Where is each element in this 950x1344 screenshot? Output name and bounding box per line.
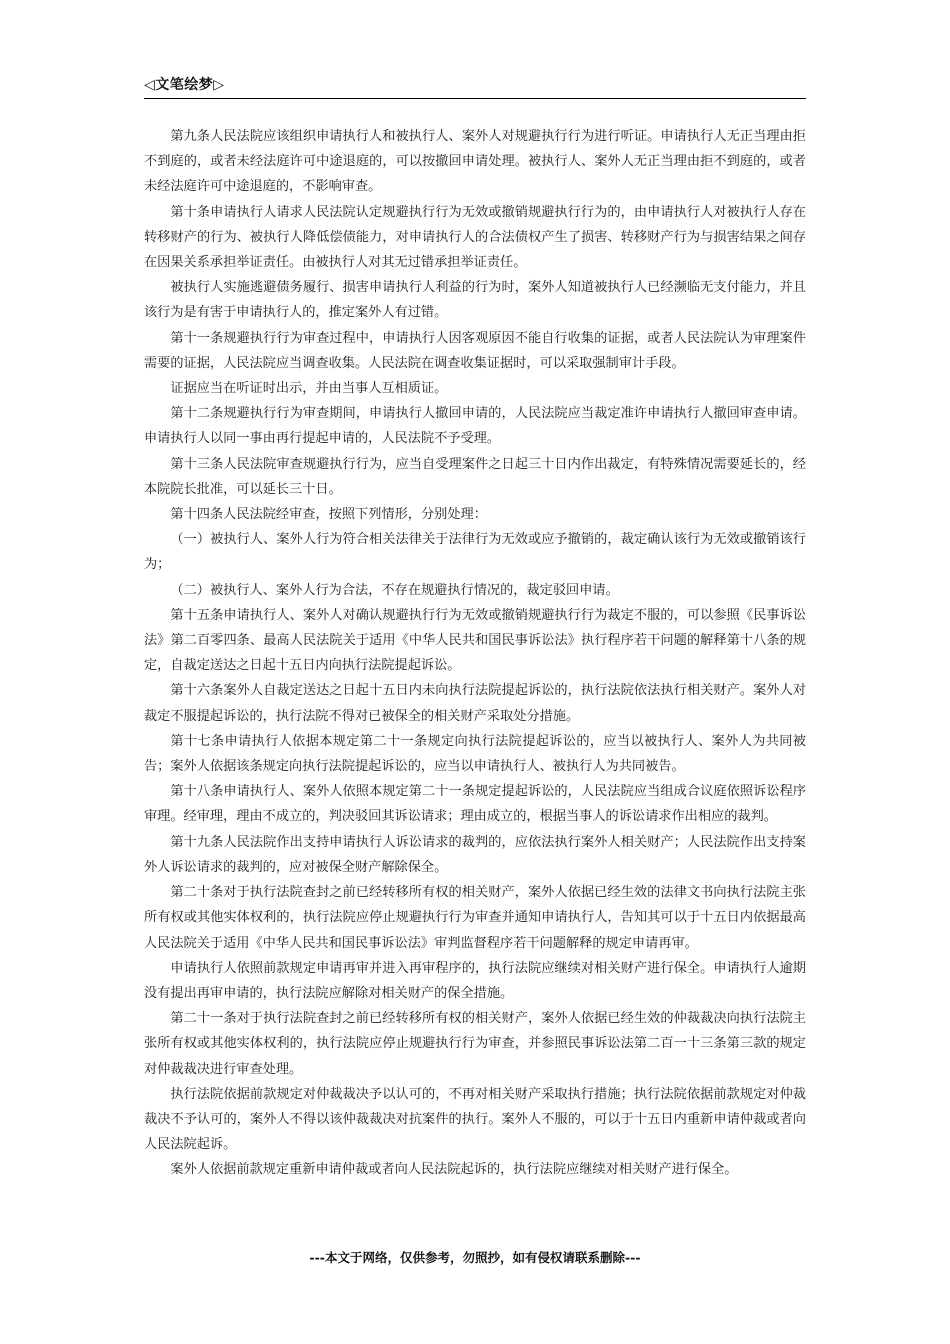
document-body <box>144 124 806 1183</box>
paragraph: 第十三条人民法院审查规避执行行为，应当自受理案件之日起三十日内作出裁定，有特殊情况需要延长的，经本院院长批准，可以延长三十日。 <box>144 456 806 497</box>
paragraph: 第十条申请执行人请求人民法院认定规避执行行为无效或撤销规避执行行为的，由申请执行人对被执行人存在转移财产的行为、被执行人降低偿债能力，对申请执行人的合法债权产生了损害、转移财产行为与损害结果之间存在因果关系承担举证责任。由被执行人对其无过错承担举证责任。 <box>144 204 806 271</box>
paragraph: 第二十条对于执行法院查封之前已经转移所有权的相关财产，案外人依据已经生效的法律文书向执行法院主张所有权或其他实体权利的，执行法院应停止规避执行行为审查并通知申请执行人，告知其可以于十五日内依据最高人民法院关于适用《中华人民共和国民事诉讼法》审判监督程序若干问题解释的规定申请再审。 <box>144 885 806 951</box>
paragraph: 第十七条申请执行人依据本规定第二十一条规定向执行法院提起诉讼的，应当以被执行人、案外人为共同被告；案外人依据该条规定向执行法院提起诉讼的，应当以申请执行人、被执行人为共同被告。 <box>144 733 806 775</box>
paragraph: （一）被执行人、案外人行为符合相关法律关于法律行为无效或应予撤销的，裁定确认该行为无效或撤销该行为； <box>144 532 806 573</box>
paragraph: 执行法院依据前款规定对仲裁裁决予以认可的，不再对相关财产采取执行措施；执行法院依据前款规定对仲裁裁决不予认可的，案外人不得以该仲裁裁决对抗案件的执行。案外人不服的，可以于十五日内重新申请仲裁或者向人民法院起诉。 <box>144 1086 806 1153</box>
paragraph: 第九条人民法院应该组织申请执行人和被执行人、案外人对规避执行行为进行听证。申请执行人无正当理由拒不到庭的，或者未经法庭许可中途退庭的，可以按撤回申请处理。被执行人、案外人无正当理由拒不到庭的，或者未经法庭许可中途退庭的，不影响审查。 <box>144 129 806 195</box>
paragraph: 第二十一条对于执行法院查封之前已经转移所有权的相关财产，案外人依据已经生效的仲裁裁决向执行法院主张所有权或其他实体权利的，执行法院应停止规避执行行为审查，并参照民事诉讼法第二百一十三条第三款的规定对仲裁裁决进行审查处理。 <box>144 1011 806 1077</box>
page-footer-disclaimer: ---本文于网络，仅供参考，勿照抄，如有侵权请联系删除--- <box>309 1250 641 1265</box>
header-title: ◁文笔绘梦▷ <box>144 77 225 93</box>
paragraph: 证据应当在听证时出示，并由当事人互相质证。 <box>170 381 448 397</box>
paragraph: （二）被执行人、案外人行为合法，不存在规避执行情况的，裁定驳回申请。 <box>170 582 619 598</box>
paragraph: 第十九条人民法院作出支持申请执行人诉讼请求的裁判的，应依法执行案外人相关财产；人民法院作出支持案外人诉讼请求的裁判的，应对被保全财产解除保全。 <box>144 834 806 875</box>
page-header <box>144 72 806 99</box>
paragraph: 第十二条规避执行行为审查期间，申请执行人撤回申请的，人民法院应当裁定准许申请执行人撤回审查申请。申请执行人以同一事由再行提起申请的，人民法院不予受理。 <box>144 406 806 447</box>
paragraph: 申请执行人依照前款规定申请再审并进入再审程序的，执行法院应继续对相关财产进行保全。申请执行人逾期没有提出再审申请的，执行法院应解除对相关财产的保全措施。 <box>144 960 806 1001</box>
paragraph: 第十六条案外人自裁定送达之日起十五日内未向执行法院提起诉讼的，执行法院依法执行相关财产。案外人对裁定不服提起诉讼的，执行法院不得对已被保全的相关财产采取处分措施。 <box>144 683 806 724</box>
paragraph: 第十一条规避执行行为审查过程中，申请执行人因客观原因不能自行收集的证据，或者人民法院认为审理案件需要的证据，人民法院应当调查收集。人民法院在调查收集证据时，可以采取强制审计手段。 <box>144 330 806 371</box>
paragraph: 第十八条申请执行人、案外人依照本规定第二十一条规定提起诉讼的，人民法院应当组成合议庭依照诉讼程序审理。经审理，理由不成立的，判决驳回其诉讼请求；理由成立的，根据当事人的诉讼请求作出相应的裁判。 <box>144 784 806 825</box>
paragraph: 案外人依据前款规定重新申请仲裁或者向人民法院起诉的，执行法院应继续对相关财产进行保全。 <box>170 1162 738 1178</box>
paragraph: 被执行人实施逃避债务履行、损害申请执行人利益的行为时，案外人知道被执行人已经濒临无支付能力，并且该行为是有害于申请执行人的，推定案外人有过错。 <box>144 280 806 321</box>
paragraph: 第十四条人民法院经审查，按照下列情形，分别处理： <box>170 507 487 523</box>
paragraph: 第十五条申请执行人、案外人对确认规避执行行为无效或撤销规避执行行为裁定不服的，可以参照《民事诉讼法》第二百零四条、最高人民法院关于适用《中华人民共和国民事诉讼法》执行程序若干问题的解释第十八条的规定，自裁定送达之日起十五日内向执行法院提起诉讼。 <box>144 607 806 674</box>
